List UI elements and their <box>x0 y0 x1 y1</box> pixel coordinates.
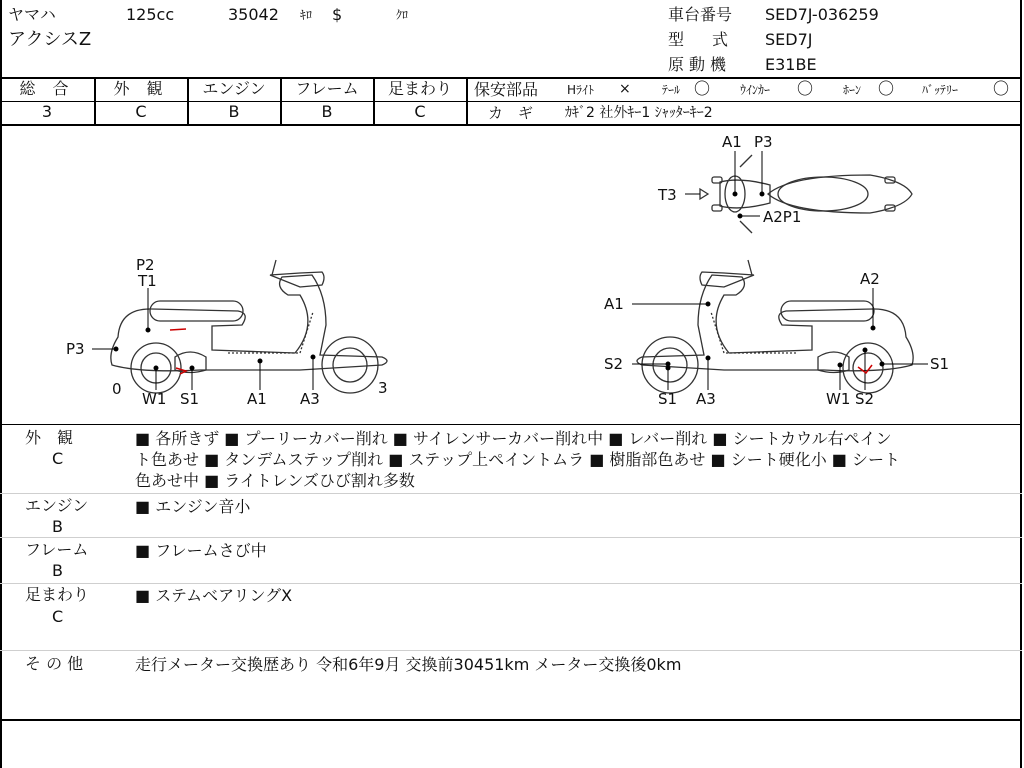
mileage: 35042 <box>228 5 279 24</box>
note-suspension-text: ■ ステムベアリングX <box>135 586 293 605</box>
safety-mid-line <box>466 101 1022 102</box>
safety-battery-mark: 〇 <box>993 79 1010 98</box>
engine-value: E31BE <box>765 55 817 74</box>
safety-tail-mark: 〇 <box>694 79 711 98</box>
label-right-a1: A1 <box>604 295 624 313</box>
top-view <box>700 155 912 233</box>
model-name: アクシスZ <box>8 29 92 50</box>
grid-divider <box>466 77 468 125</box>
label-right-s1: S1 <box>930 355 950 373</box>
note-suspension-label: 足まわり <box>25 585 90 604</box>
safety-label: 保安部品 <box>474 80 539 99</box>
rating-engine-label: エンジン <box>202 79 266 98</box>
rating-suspension-value: C <box>414 102 426 121</box>
notes-separator <box>0 537 1022 538</box>
label-right-s2-low: S2 <box>855 390 875 408</box>
note-exterior-line2: ト色あせ ■ タンデムステップ削れ ■ ステップ上ペイントムラ ■ 樹脂部色あせ ■ シート硬化小 ■ シート <box>135 450 901 469</box>
type-label: 型 式 <box>668 30 735 49</box>
label-right-s2: S2 <box>604 355 624 373</box>
note-exterior-label: 外 観 <box>25 428 74 447</box>
rating-exterior-value: C <box>135 102 147 121</box>
notes-separator <box>0 583 1022 584</box>
label-left-a3: A3 <box>300 390 320 408</box>
color-name: ｸﾛ <box>396 8 409 22</box>
mileage-flag: $ <box>332 5 343 24</box>
notes-top-line <box>0 424 1022 425</box>
label-right-a3: A3 <box>696 390 716 408</box>
safety-headlight: Hﾗｲﾄ <box>567 83 595 97</box>
notes-separator <box>0 493 1022 494</box>
maker-name: ヤマハ <box>8 5 56 24</box>
label-right-s1-low: S1 <box>658 390 678 408</box>
rating-suspension-label: 足まわり <box>387 79 452 98</box>
displacement: 125cc <box>126 5 175 24</box>
type-value: SED7J <box>765 30 813 49</box>
rating-engine-value: B <box>228 102 240 121</box>
rating-overall-value: 3 <box>41 102 53 121</box>
note-engine-label: エンジン <box>25 496 89 515</box>
safety-headlight-mark: × <box>619 81 631 97</box>
label-left-a1: A1 <box>247 390 267 408</box>
label-right-w1: W1 <box>826 390 851 408</box>
label-left-zero: 0 <box>112 380 122 398</box>
engine-label: 原動機 <box>668 55 732 74</box>
safety-winker: ｳｲﾝｶｰ <box>740 83 771 97</box>
safety-tail: ﾃｰﾙ <box>662 83 681 97</box>
safety-winker-mark: 〇 <box>797 79 814 98</box>
note-engine-grade: B <box>52 517 63 536</box>
mileage-unit: ｷﾛ <box>300 8 313 22</box>
note-suspension-grade: C <box>52 607 64 626</box>
note-frame-text: ■ フレームさび中 <box>135 541 267 560</box>
rating-overall-label: 総 合 <box>19 79 75 98</box>
note-exterior-line3: 色あせ中 ■ ライトレンズひび割れ多数 <box>135 471 415 490</box>
label-left-t1: T1 <box>138 272 157 290</box>
frame-no-label: 車台番号 <box>668 5 733 24</box>
safety-horn-mark: 〇 <box>878 79 895 98</box>
notes-separator <box>0 650 1022 651</box>
label-top-a1: A1 <box>722 133 742 151</box>
safety-horn: ﾎｰﾝ <box>843 83 862 97</box>
label-top-p3: P3 <box>754 133 773 151</box>
label-top-a2p1: A2P1 <box>763 208 802 226</box>
note-frame-grade: B <box>52 561 63 580</box>
key-info: ｶｷﾞ2 社外ｷｰ1 ｼｬｯﾀｰｷｰ2 <box>565 105 713 121</box>
scooter-diagram <box>0 125 1024 425</box>
label-right-a2: A2 <box>860 270 880 288</box>
key-label: カ ギ <box>488 104 534 122</box>
rating-frame-label: フレーム <box>295 79 359 98</box>
safety-battery: ﾊﾞｯﾃﾘｰ <box>922 83 959 97</box>
note-engine-text: ■ エンジン音小 <box>135 497 251 516</box>
label-left-w1: W1 <box>142 390 167 408</box>
note-exterior-grade: C <box>52 449 64 468</box>
rating-exterior-label: 外 観 <box>113 79 169 98</box>
frame-no: SED7J-036259 <box>765 5 879 24</box>
note-frame-label: フレーム <box>25 540 89 559</box>
label-left-s1: S1 <box>180 390 200 408</box>
label-left-three: 3 <box>378 379 388 397</box>
note-other-label: そ の 他 <box>25 654 84 673</box>
label-top-t3: T3 <box>658 186 677 204</box>
label-left-p3: P3 <box>66 340 85 358</box>
label-left-p2: P2 <box>136 256 155 274</box>
rating-frame-value: B <box>321 102 333 121</box>
note-exterior-line1: ■ 各所きず ■ プーリーカバー削れ ■ サイレンサーカバー削れ中 ■ レバー削れ ■ シートカウル右ペイン <box>135 429 892 448</box>
note-other-text: 走行メーター交換歴あり 令和6年9月 交換前30451km メーター交換後0km <box>135 655 682 674</box>
border-bottom <box>0 719 1022 721</box>
